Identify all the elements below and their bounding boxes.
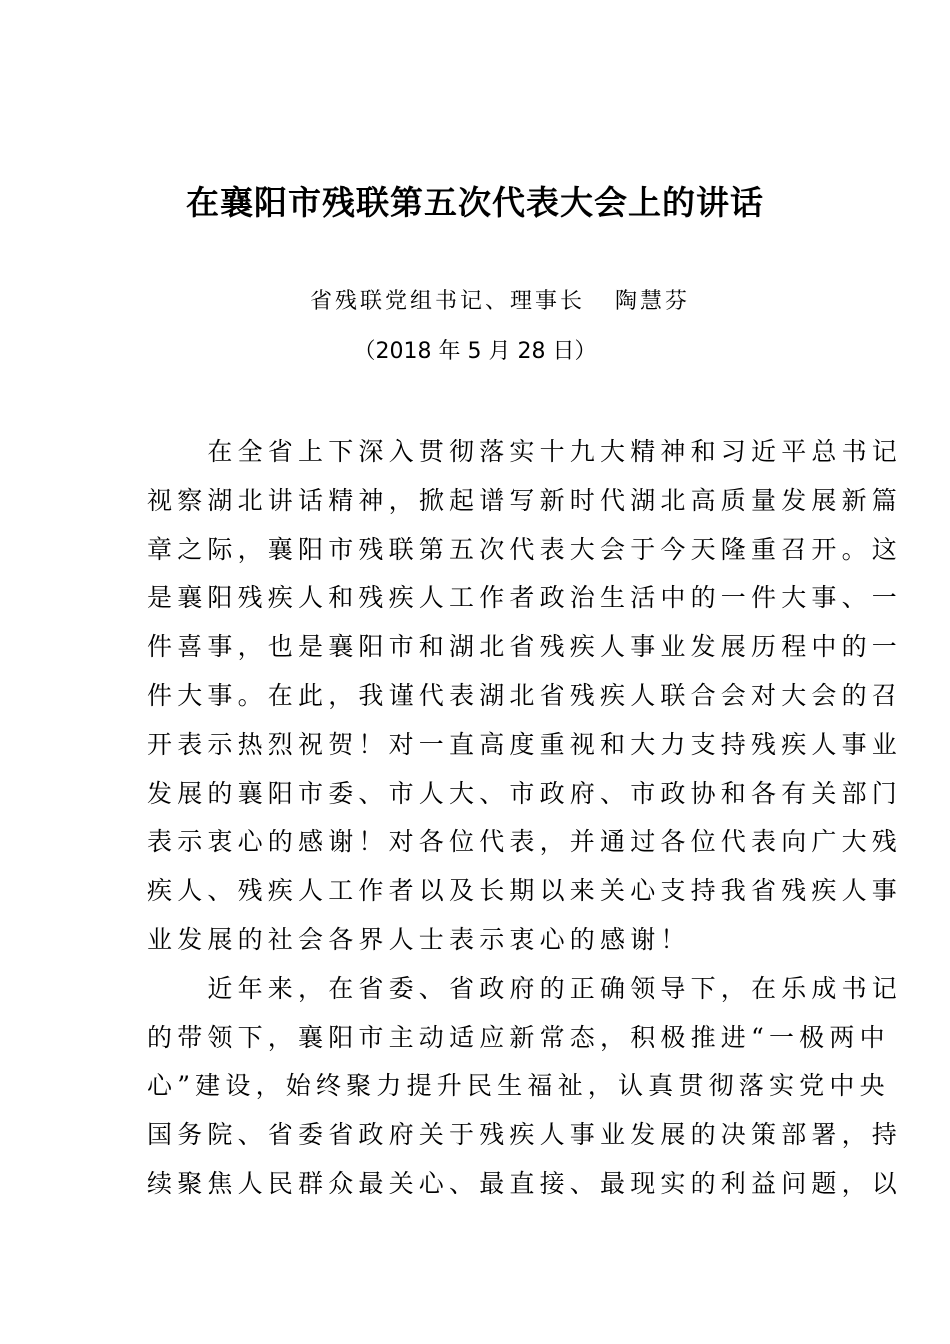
body-line: 视察湖北讲话精神，掀起谱写新时代湖北高质量发展新篇	[147, 485, 903, 515]
body-line: 业发展的社会各界人士表示衷心的感谢！	[147, 924, 691, 954]
body-text	[147, 428, 903, 1209]
body-line: 疾人、残疾人工作者以及长期以来关心支持我省残疾人事	[147, 876, 903, 906]
body-line: 开表示热烈祝贺！对一直高度重视和大力支持残疾人事业	[147, 729, 903, 759]
body-line: 章之际，襄阳市残联第五次代表大会于今天隆重召开。这	[147, 534, 903, 564]
body-line: 发展的襄阳市委、市人大、市政府、市政协和各有关部门	[147, 778, 903, 808]
body-line: 表示衷心的感谢！对各位代表，并通过各位代表向广大残	[147, 827, 903, 857]
body-line: 心”建设，始终聚力提升民生福祉，认真贯彻落实党中央	[147, 1071, 890, 1101]
body-line: 的带领下，襄阳市主动适应新常态，积极推进“一极两中	[147, 1022, 890, 1052]
body-line: 续聚焦人民群众最关心、最直接、最现实的利益问题，以	[147, 1168, 903, 1198]
author-line: 省残联党组书记、理事长 陶慧芬	[310, 289, 690, 314]
body-line: 件喜事，也是襄阳市和湖北省残疾人事业发展历程中的一	[147, 632, 903, 662]
body-line: 件大事。在此，我谨代表湖北省残疾人联合会对大会的召	[147, 680, 903, 710]
body-line: 国务院、省委省政府关于残疾人事业发展的决策部署，持	[147, 1120, 903, 1150]
document-title: 在襄阳市残联第五次代表大会上的讲话	[186, 183, 764, 222]
body-line: 是襄阳残疾人和残疾人工作者政治生活中的一件大事、一	[147, 583, 903, 613]
body-line: 近年来，在省委、省政府的正确领导下，在乐成书记	[147, 973, 903, 1003]
body-line: 在全省上下深入贯彻落实十九大精神和习近平总书记	[147, 437, 903, 466]
date-line: （2018 年 5 月 28 日）	[353, 339, 597, 364]
